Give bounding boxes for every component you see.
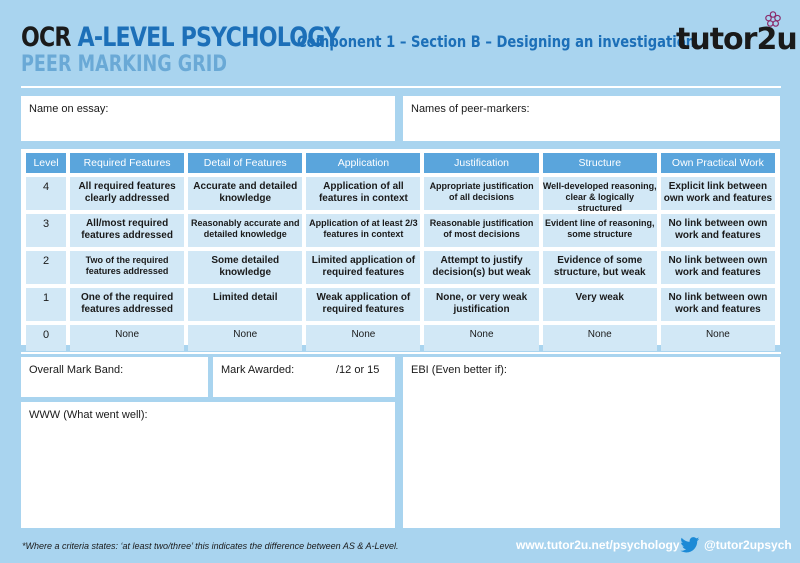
criteria-cell: All/most required features addressed	[70, 214, 184, 247]
www-field[interactable]	[21, 402, 395, 528]
header-application: Application	[306, 153, 420, 173]
name-on-essay-field[interactable]	[21, 96, 395, 141]
title-ocr: OCR	[21, 22, 71, 53]
criteria-cell: Reasonable justification of most decisions	[424, 214, 538, 247]
criteria-cell: Accurate and detailed knowledge	[188, 177, 302, 210]
criteria-cell: None	[543, 325, 657, 351]
mark-awarded-field[interactable]	[213, 357, 395, 397]
criteria-cell: None	[306, 325, 420, 351]
criteria-cell: None	[188, 325, 302, 351]
document-subtitle: Component 1 – Section B – Designing an investigation	[297, 32, 696, 51]
flower-icon	[764, 10, 782, 28]
overall-mark-band-field[interactable]	[21, 357, 208, 397]
level-cell: 2	[26, 251, 66, 284]
criteria-cell: Limited detail	[188, 288, 302, 321]
header-own-practical-work: Own Practical Work	[661, 153, 775, 173]
title-subject: A-LEVEL PSYCHOLOGY	[77, 22, 340, 53]
mark-out-of-label: /12 or 15	[336, 364, 380, 376]
header-structure: Structure	[543, 153, 657, 173]
level-cell: 1	[26, 288, 66, 321]
level-cell: 0	[26, 325, 66, 351]
criteria-cell: Application of all features in context	[306, 177, 420, 210]
grid-title: PEER MARKING GRID	[21, 52, 227, 77]
criteria-cell: No link between own work and features	[661, 214, 775, 247]
footnote: *Where a criteria states: ‘at least two/three’ this indicates the difference between AS & A-Level.	[22, 541, 399, 551]
criteria-cell: No link between own work and features	[661, 288, 775, 321]
criteria-cell: None	[70, 325, 184, 351]
criteria-cell: Evident line of reasoning, some structure	[543, 214, 657, 247]
criteria-cell: Application of at least 2/3 features in context	[306, 214, 420, 247]
ebi-label: EBI (Even better if):	[411, 364, 507, 376]
criteria-cell: Weak application of required features	[306, 288, 420, 321]
criteria-cell: No link between own work and features	[661, 251, 775, 284]
criteria-cell: Attempt to justify decision(s) but weak	[424, 251, 538, 284]
mark-awarded-label: Mark Awarded:	[221, 364, 295, 376]
header-level: Level	[26, 153, 66, 173]
criteria-cell: Reasonably accurate and detailed knowledge	[188, 214, 302, 247]
criteria-cell: Explicit link between own work and features	[661, 177, 775, 210]
www-label: WWW (What went well):	[29, 409, 148, 421]
divider-top	[21, 86, 781, 88]
criteria-cell: Some detailed knowledge	[188, 251, 302, 284]
website-link[interactable]: www.tutor2u.net/psychology	[516, 538, 680, 552]
criteria-cell: Evidence of some structure, but weak	[543, 251, 657, 284]
overall-mark-band-label: Overall Mark Band:	[29, 364, 124, 376]
header-justification: Justification	[424, 153, 538, 173]
header-required-features: Required Features	[70, 153, 184, 173]
level-cell: 4	[26, 177, 66, 210]
twitter-handle[interactable]: @tutor2upsych	[704, 538, 792, 552]
criteria-cell: Appropriate justification of all decisions	[424, 177, 538, 210]
header-detail-of-features: Detail of Features	[188, 153, 302, 173]
criteria-cell: None, or very weak justification	[424, 288, 538, 321]
criteria-cell: None	[424, 325, 538, 351]
level-cell: 3	[26, 214, 66, 247]
criteria-cell: Two of the required features addressed	[70, 251, 184, 284]
divider-bottom	[21, 352, 781, 354]
peer-markers-label: Names of peer-markers:	[411, 103, 530, 115]
criteria-cell: Limited application of required features	[306, 251, 420, 284]
criteria-cell: Very weak	[543, 288, 657, 321]
peer-markers-field[interactable]	[403, 96, 780, 141]
tutor2u-logo: tutor2u	[676, 22, 797, 57]
criteria-cell: All required features clearly addressed	[70, 177, 184, 210]
criteria-cell: None	[661, 325, 775, 351]
twitter-bird-icon	[680, 537, 700, 553]
name-on-essay-label: Name on essay:	[29, 103, 109, 115]
ebi-field[interactable]	[403, 357, 780, 528]
criteria-cell: Well-developed reasoning, clear & logically structured	[543, 177, 657, 210]
marking-grid	[21, 149, 780, 345]
criteria-cell: One of the required features addressed	[70, 288, 184, 321]
